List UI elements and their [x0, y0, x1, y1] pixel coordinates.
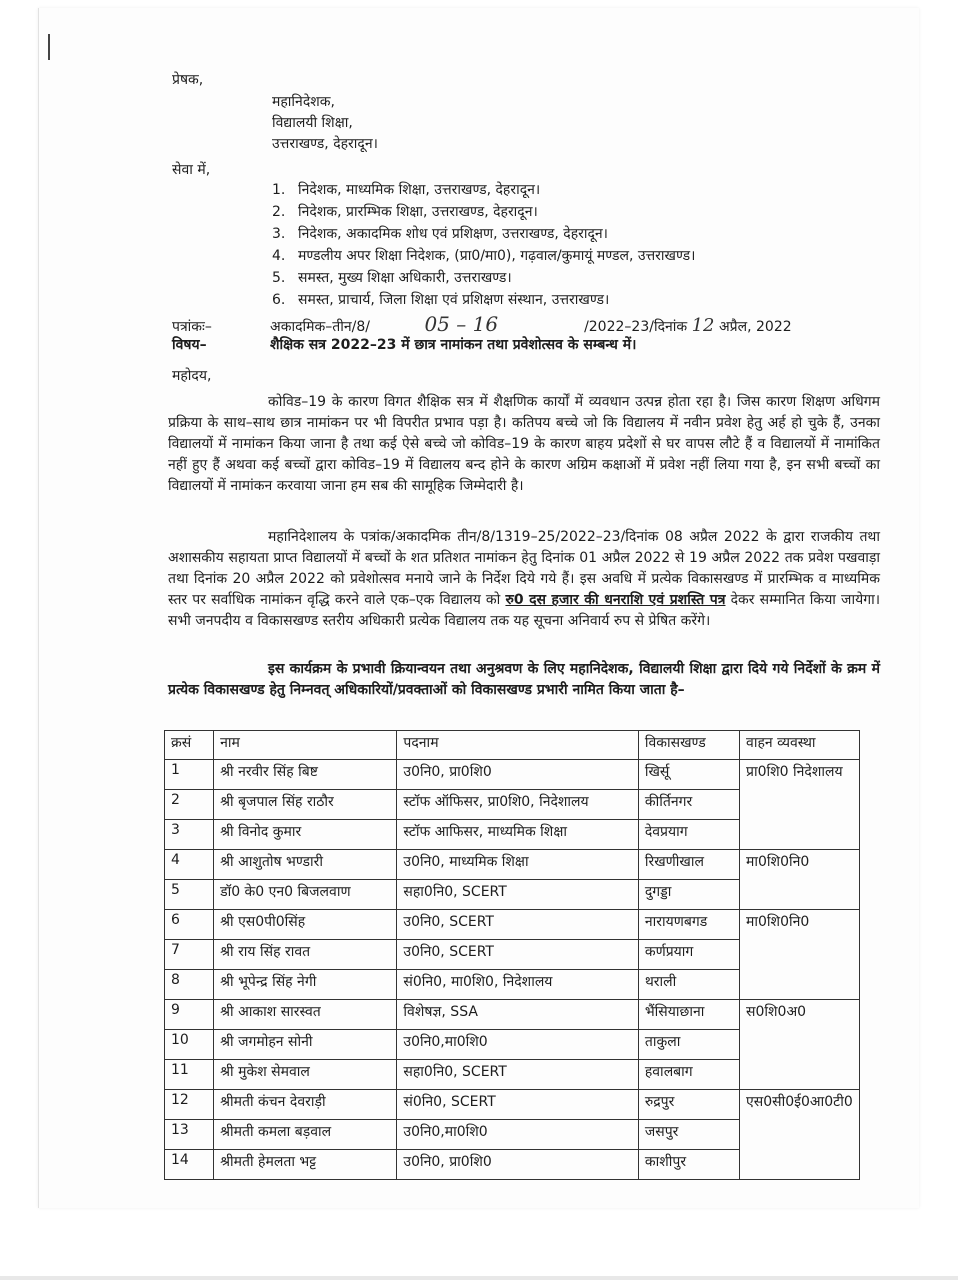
cell-block: हवालबाग — [638, 1060, 739, 1090]
recipients-list — [272, 180, 695, 312]
recipients-label: सेवा में, — [172, 162, 211, 178]
cell-block: थराली — [638, 970, 739, 1000]
recipient-item: 4. मण्डलीय अपर शिक्षा निदेशक, (प्रा0/मा0), गढ़वाल/कुमायूं मण्डल, उत्तराखण्ड। — [272, 248, 696, 264]
reference-mid: /2022–23/दिनांक — [584, 319, 688, 335]
cell-block: खिर्सू — [638, 760, 739, 790]
reference-prefix: अकादमिक–तीन/8/ — [270, 319, 370, 335]
table-row — [165, 1000, 860, 1030]
recipient-item: 3. निदेशक, अकादमिक शोध एवं प्रशिक्षण, उत्तराखण्ड, देहरादून। — [272, 226, 608, 242]
cell-serial: 1 — [165, 760, 214, 790]
cell-block: कीर्तिनगर — [638, 790, 739, 820]
subject-line — [172, 335, 636, 356]
table-row — [165, 910, 860, 940]
table-row — [165, 760, 860, 790]
paragraph-2: महानिदेशालय के पत्रांक/अकादमिक तीन/8/1319–25/2022–23/दिनांक 08 अप्रैल 2022 के द्वारा राजकीय तथा अशासकीय सहायता प्राप्त विद्यालयों में बच्चों के शत प्रतिशत नामांकन हेतु दिनांक 01 अप्रैल 2022 से 19 अप्रैल 2022 तक प्रवेश पखवाड़ा तथा दिनांक 20 अप्रैल 2022 को प्रवेशोत्सव मनाये जाने के निर्देश दिये गये हैं। इस अवधि में प्रत्येक विकासखण्ड में प्रारम्भिक व माध्यमिक स्तर पर सर्वाधिक नामांकन वृद्धि करने वाले एक–एक विद्यालय को रु0 दस हजार की धनराशि एवं प्रशस्ति पत्र देकर सम्मानित किया जायेगा। सभी जनपदीय व विकासखण्ड स्तरीय अधिकारी प्रत्येक विद्यालय तक यह सूचना अनिवार्य रुप से प्रेषित करेंगे। — [168, 529, 881, 629]
header-designation: पदनाम — [397, 731, 638, 760]
header-serial: क्रसं — [165, 731, 214, 760]
cell-name: श्री एस0पी0सिंह — [214, 910, 397, 940]
header-block: विकासखण्ड — [638, 731, 739, 760]
header-name: नाम — [214, 731, 397, 760]
cell-serial: 8 — [165, 970, 214, 1000]
recipient-item: 2. निदेशक, प्रारम्भिक शिक्षा, उत्तराखण्ड, देहरादून। — [272, 204, 538, 220]
cell-block: जसपुर — [638, 1120, 739, 1150]
handwritten-day: 12 — [691, 315, 715, 336]
cell-block: नारायणबगड — [638, 910, 739, 940]
cell-vehicle: एस0सी0ई0आ0टी0 — [740, 1090, 860, 1180]
cell-name: श्री आकाश सारस्वत — [214, 1000, 397, 1030]
cell-name: श्री मुकेश सेमवाल — [214, 1060, 397, 1090]
cell-serial: 9 — [165, 1000, 214, 1030]
cell-name: श्रीमती कमला बड़वाल — [214, 1120, 397, 1150]
cell-name: डॉ0 के0 एन0 बिजलवाण — [214, 880, 397, 910]
cell-name: श्री राय सिंह रावत — [214, 940, 397, 970]
cell-serial: 5 — [165, 880, 214, 910]
award-text: रु0 दस हजार की धनराशि एवं प्रशस्ति पत्र — [505, 592, 726, 608]
cell-vehicle: स0शि0अ0 — [740, 1000, 860, 1090]
officer-table — [164, 730, 860, 1180]
cell-serial: 6 — [165, 910, 214, 940]
cell-block: ताकुला — [638, 1030, 739, 1060]
margin-mark — [48, 34, 50, 60]
cell-block: दुगड्डा — [638, 880, 739, 910]
cell-serial: 12 — [165, 1090, 214, 1120]
paragraph-3: इस कार्यक्रम के प्रभावी क्रियान्वयन तथा अनुश्रवण के लिए महानिदेशक, विद्यालयी शिक्षा द्वारा दिये गये निर्देशों के क्रम में प्रत्येक विकासखण्ड हेतु निम्नवत् अधिकारियों/प्रवक्ताओं को विकासखण्ड प्रभारी नामित किया जाता है– — [168, 661, 880, 698]
cell-block: भैंसियाछाना — [638, 1000, 739, 1030]
cell-designation: उ0नि0,मा0शि0 — [397, 1120, 638, 1150]
cell-name: श्रीमती कंचन देवराड़ी — [214, 1090, 397, 1120]
cell-designation: सहा0नि0, SCERT — [397, 880, 638, 910]
sender-line: महानिदेशक, — [272, 94, 335, 110]
cell-designation: सं0नि0, मा0शि0, निदेशालय — [397, 970, 638, 1000]
cell-designation: सं0नि0, SCERT — [397, 1090, 638, 1120]
sender-label: प्रेषक, — [172, 72, 204, 88]
cell-serial: 4 — [165, 850, 214, 880]
recipient-item: 6. समस्त, प्राचार्य, जिला शिक्षा एवं प्रशिक्षण संस्थान, उत्तराखण्ड। — [272, 292, 610, 308]
cell-block: कर्णप्रयाग — [638, 940, 739, 970]
cell-designation: उ0नि0, माध्यमिक शिक्षा — [397, 850, 638, 880]
recipient-item: 5. समस्त, मुख्य शिक्षा अधिकारी, उत्तराखण्ड। — [272, 270, 512, 286]
cell-designation: उ0नि0, SCERT — [397, 940, 638, 970]
cell-serial: 10 — [165, 1030, 214, 1060]
cell-designation: उ0नि0, प्रा0शि0 — [397, 760, 638, 790]
table-row — [165, 1090, 860, 1120]
subject-text: शैक्षिक सत्र 2022–23 में छात्र नामांकन तथा प्रवेशोत्सव के सम्बन्ध में। — [270, 337, 637, 353]
cell-block: काशीपुर — [638, 1150, 739, 1180]
table-row — [165, 850, 860, 880]
sender-line: विद्यालयी शिक्षा, — [272, 115, 353, 131]
cell-designation: उ0नि0, SCERT — [397, 910, 638, 940]
subject-label: विषय– — [172, 337, 207, 353]
cell-serial: 11 — [165, 1060, 214, 1090]
cell-serial: 13 — [165, 1120, 214, 1150]
cell-block: रुद्रपुर — [638, 1090, 739, 1120]
cell-designation: विशेषज्ञ, SSA — [397, 1000, 638, 1030]
cell-vehicle: मा0शि0नि0 — [740, 910, 860, 1000]
cell-name: श्री आशुतोष भण्डारी — [214, 850, 397, 880]
cell-block: देवप्रयाग — [638, 820, 739, 850]
cell-designation: स्टॉफ ऑफिसर, प्रा0शि0, निदेशालय — [397, 790, 638, 820]
sender-line: उत्तराखण्ड, देहरादून। — [272, 136, 378, 152]
paragraph-1: कोविड–19 के कारण विगत शैक्षिक सत्र में शैक्षणिक कार्यों में व्यवधान उत्पन्न होता रहा है। जिस कारण शिक्षण अधिगम प्रक्रिया के साथ–साथ छात्र नामांकन पर भी विपरीत प्रभाव पड़ा है। कतिपय बच्चे जो कि विद्यालय में नवीन प्रवेश हेतु अर्ह हो चुके हैं, उनका विद्यालयों में नामांकन किया जाना है तथा कई ऐसे बच्चे जो कोविड–19 के कारण बाहय प्रदेशों से घर वापस लौटे हैं व विद्यालयों में नामांकित नहीं हुए हैं अथवा कई बच्चों द्वारा कोविड–19 में विद्यालय बन्द होने के कारण अग्रिम कक्षाओं में प्रवेश नहीं लिया गया है, इन सभी बच्चों का विद्यालयों में नामांकन करवाया जाना हम सब की सामूहिक जिम्मेदारी है। — [168, 394, 880, 494]
cell-name: श्री नरवीर सिंह बिष्ट — [214, 760, 397, 790]
cell-name: श्रीमती हेमलता भट्ट — [214, 1150, 397, 1180]
greeting: महोदय, — [172, 368, 212, 384]
cell-block: रिखणीखाल — [638, 850, 739, 880]
cell-serial: 3 — [165, 820, 214, 850]
cell-vehicle: प्रा0शि0 निदेशालय — [740, 760, 860, 850]
cell-name: श्री विनोद कुमार — [214, 820, 397, 850]
table-header-row — [165, 731, 860, 760]
header-vehicle: वाहन व्यवस्था — [740, 731, 860, 760]
reference-label: पत्रांकः– — [172, 319, 212, 335]
cell-designation: सहा0नि0, SCERT — [397, 1060, 638, 1090]
handwritten-letter-number: 05 – 16 — [424, 312, 499, 336]
recipient-item: 1. निदेशक, माध्यमिक शिक्षा, उत्तराखण्ड, देहरादून। — [272, 182, 541, 198]
cell-serial: 14 — [165, 1150, 214, 1180]
cell-name: श्री जगमोहन सोनी — [214, 1030, 397, 1060]
page-edge — [0, 1276, 958, 1280]
cell-designation: उ0नि0,मा0शि0 — [397, 1030, 638, 1060]
cell-name: श्री बृजपाल सिंह राठौर — [214, 790, 397, 820]
cell-vehicle: मा0शि0नि0 — [740, 850, 860, 910]
cell-designation: स्टॉफ आफिसर, माध्यमिक शिक्षा — [397, 820, 638, 850]
cell-serial: 2 — [165, 790, 214, 820]
cell-designation: उ0नि0, प्रा0शि0 — [397, 1150, 638, 1180]
cell-serial: 7 — [165, 940, 214, 970]
sender-block — [272, 92, 378, 155]
reference-suffix: अप्रैल, 2022 — [718, 319, 792, 335]
cell-name: श्री भूपेन्द्र सिंह नेगी — [214, 970, 397, 1000]
